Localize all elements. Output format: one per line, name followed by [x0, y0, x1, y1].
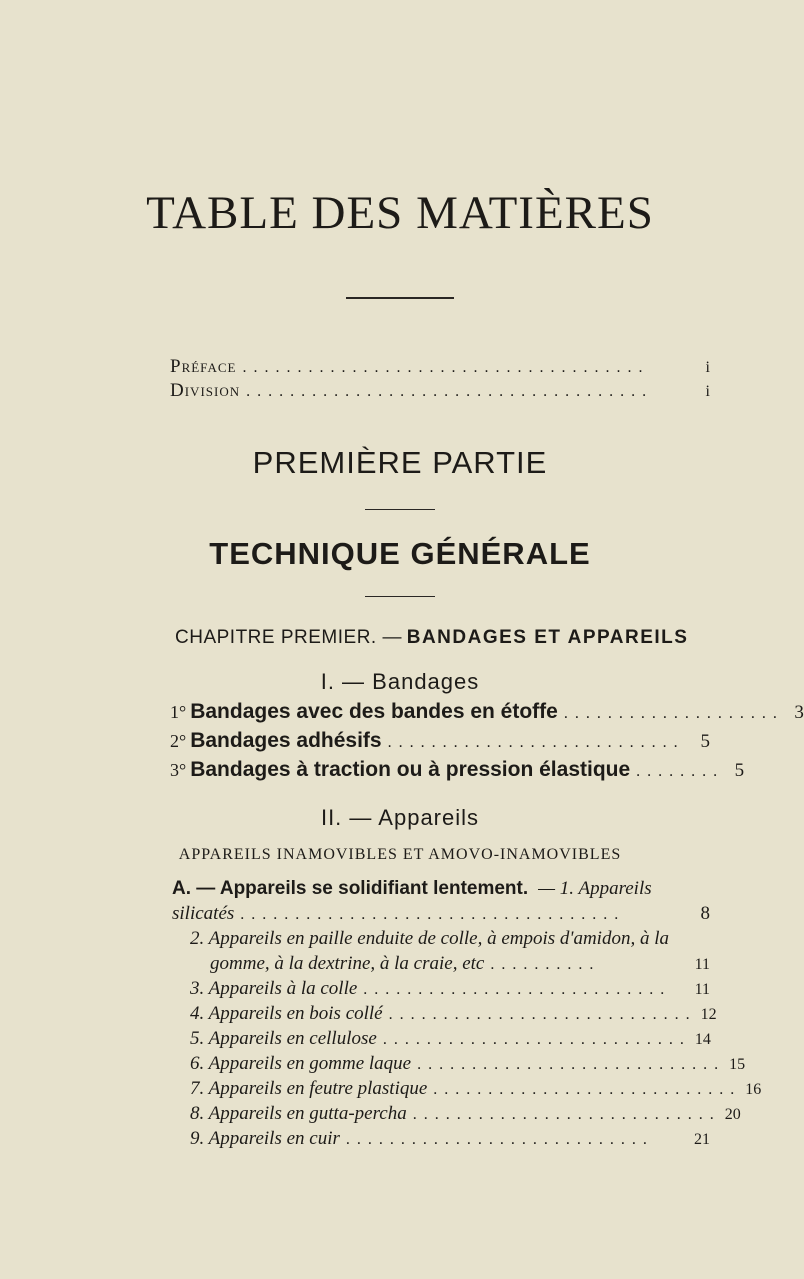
toc-num: 2° [170, 731, 187, 751]
toc-label: 9. Appareils en cuir [190, 1128, 340, 1149]
subtitle-divider [365, 596, 435, 597]
part-divider [365, 509, 435, 510]
leader-dots: ............................ [345, 1131, 654, 1148]
toc-page: 14 [694, 1031, 711, 1048]
toc-label: 6. Appareils en gomme laque [190, 1053, 412, 1074]
toc-entry-appareils-4[interactable] [190, 1003, 717, 1025]
toc-page: 3 [794, 702, 804, 723]
leader-dots: ................................... [240, 906, 626, 923]
toc-page: 5 [700, 731, 710, 752]
chapter-prefix: CHAPITRE PREMIER. — [175, 627, 402, 648]
toc-entry-appareils-8[interactable] [190, 1103, 741, 1125]
toc-entry-division[interactable] [170, 380, 710, 402]
section-subheading: APPAREILS INAMOVIBLES ET AMOVO-INAMOVIBLES [178, 846, 622, 863]
toc-label: Bandages avec des bandes en étoffe [190, 700, 558, 723]
toc-num: 3° [170, 760, 187, 780]
group-a-first-item: — 1. Appareils [538, 878, 652, 899]
chapter-heading [175, 627, 725, 649]
toc-entry-bandages-1[interactable] [170, 700, 804, 724]
leader-dots: ............................ [363, 981, 672, 998]
toc-page: i [705, 383, 710, 400]
toc-label: Bandages adhésifs [190, 729, 382, 752]
toc-entry-appareils-2[interactable] [190, 928, 710, 950]
toc-num: 1° [170, 702, 187, 722]
toc-page: 16 [745, 1081, 762, 1098]
toc-page: 15 [729, 1056, 746, 1073]
toc-group-a[interactable] [172, 878, 712, 900]
toc-label: Préface [170, 356, 237, 377]
leader-dots: ..................................... [246, 383, 654, 400]
section-heading-appareils: II. — Appareils [320, 805, 480, 830]
leader-dots: ........ [636, 763, 725, 780]
toc-label: 3. Appareils à la colle [190, 978, 358, 999]
toc-label: Bandages à traction ou à pression élastique [190, 758, 631, 781]
part-title: PREMIÈRE PARTIE [252, 445, 548, 480]
toc-entry-appareils-6[interactable] [190, 1053, 746, 1075]
leader-dots: ............................ [417, 1056, 726, 1073]
toc-label: silicatés [172, 903, 235, 924]
toc-entry-bandages-2[interactable] [170, 729, 710, 753]
toc-label: 2. Appareils en paille enduite de colle, à empois d'amidon, à la [190, 928, 669, 949]
toc-entry-appareils-3[interactable] [190, 978, 710, 1000]
toc-entry-appareils-7[interactable] [190, 1078, 762, 1100]
toc-page: 8 [700, 903, 710, 924]
toc-page: 21 [694, 1131, 710, 1148]
toc-page: 11 [694, 956, 710, 973]
toc-page: 12 [700, 1006, 717, 1023]
group-a-label: A. — Appareils se solidifiant lentement. [172, 878, 529, 899]
leader-dots: ............................ [388, 1006, 697, 1023]
toc-entry-bandages-3[interactable] [170, 758, 745, 782]
leader-dots: .......... [490, 956, 601, 973]
toc-page: 20 [724, 1106, 741, 1123]
toc-page: i [705, 359, 710, 376]
part-subtitle: TECHNIQUE GÉNÉRALE [209, 536, 591, 571]
toc-label: Division [170, 380, 241, 401]
toc-label: 7. Appareils en feutre plastique [190, 1078, 428, 1099]
toc-entry-preface[interactable] [170, 356, 710, 378]
toc-entry-appareils-1[interactable] [172, 903, 710, 925]
toc-entry-appareils-5[interactable] [190, 1028, 710, 1050]
section-heading-bandages: I. — Bandages [320, 669, 480, 694]
toc-label: 8. Appareils en gutta-percha [190, 1103, 407, 1124]
toc-entry-appareils-9[interactable] [190, 1128, 710, 1150]
toc-entry-appareils-2-cont[interactable] [210, 953, 710, 975]
leader-dots: ..................................... [242, 359, 650, 376]
toc-label: gomme, à la dextrine, à la craie, etc [210, 953, 485, 974]
toc-label: 5. Appareils en cellulose [190, 1028, 377, 1049]
toc-page: 5 [734, 760, 745, 781]
leader-dots: ............................ [382, 1031, 691, 1048]
leader-dots: .................... [563, 705, 784, 722]
leader-dots: ........................... [387, 734, 685, 751]
toc-page: 11 [694, 981, 710, 998]
page-title: TABLE DES MATIÈRES [146, 187, 654, 239]
toc-label: 4. Appareils en bois collé [190, 1003, 383, 1024]
title-divider [346, 297, 454, 299]
leader-dots: ............................ [433, 1081, 742, 1098]
chapter-title: BANDAGES ET APPAREILS [406, 627, 689, 648]
leader-dots: ............................ [412, 1106, 721, 1123]
